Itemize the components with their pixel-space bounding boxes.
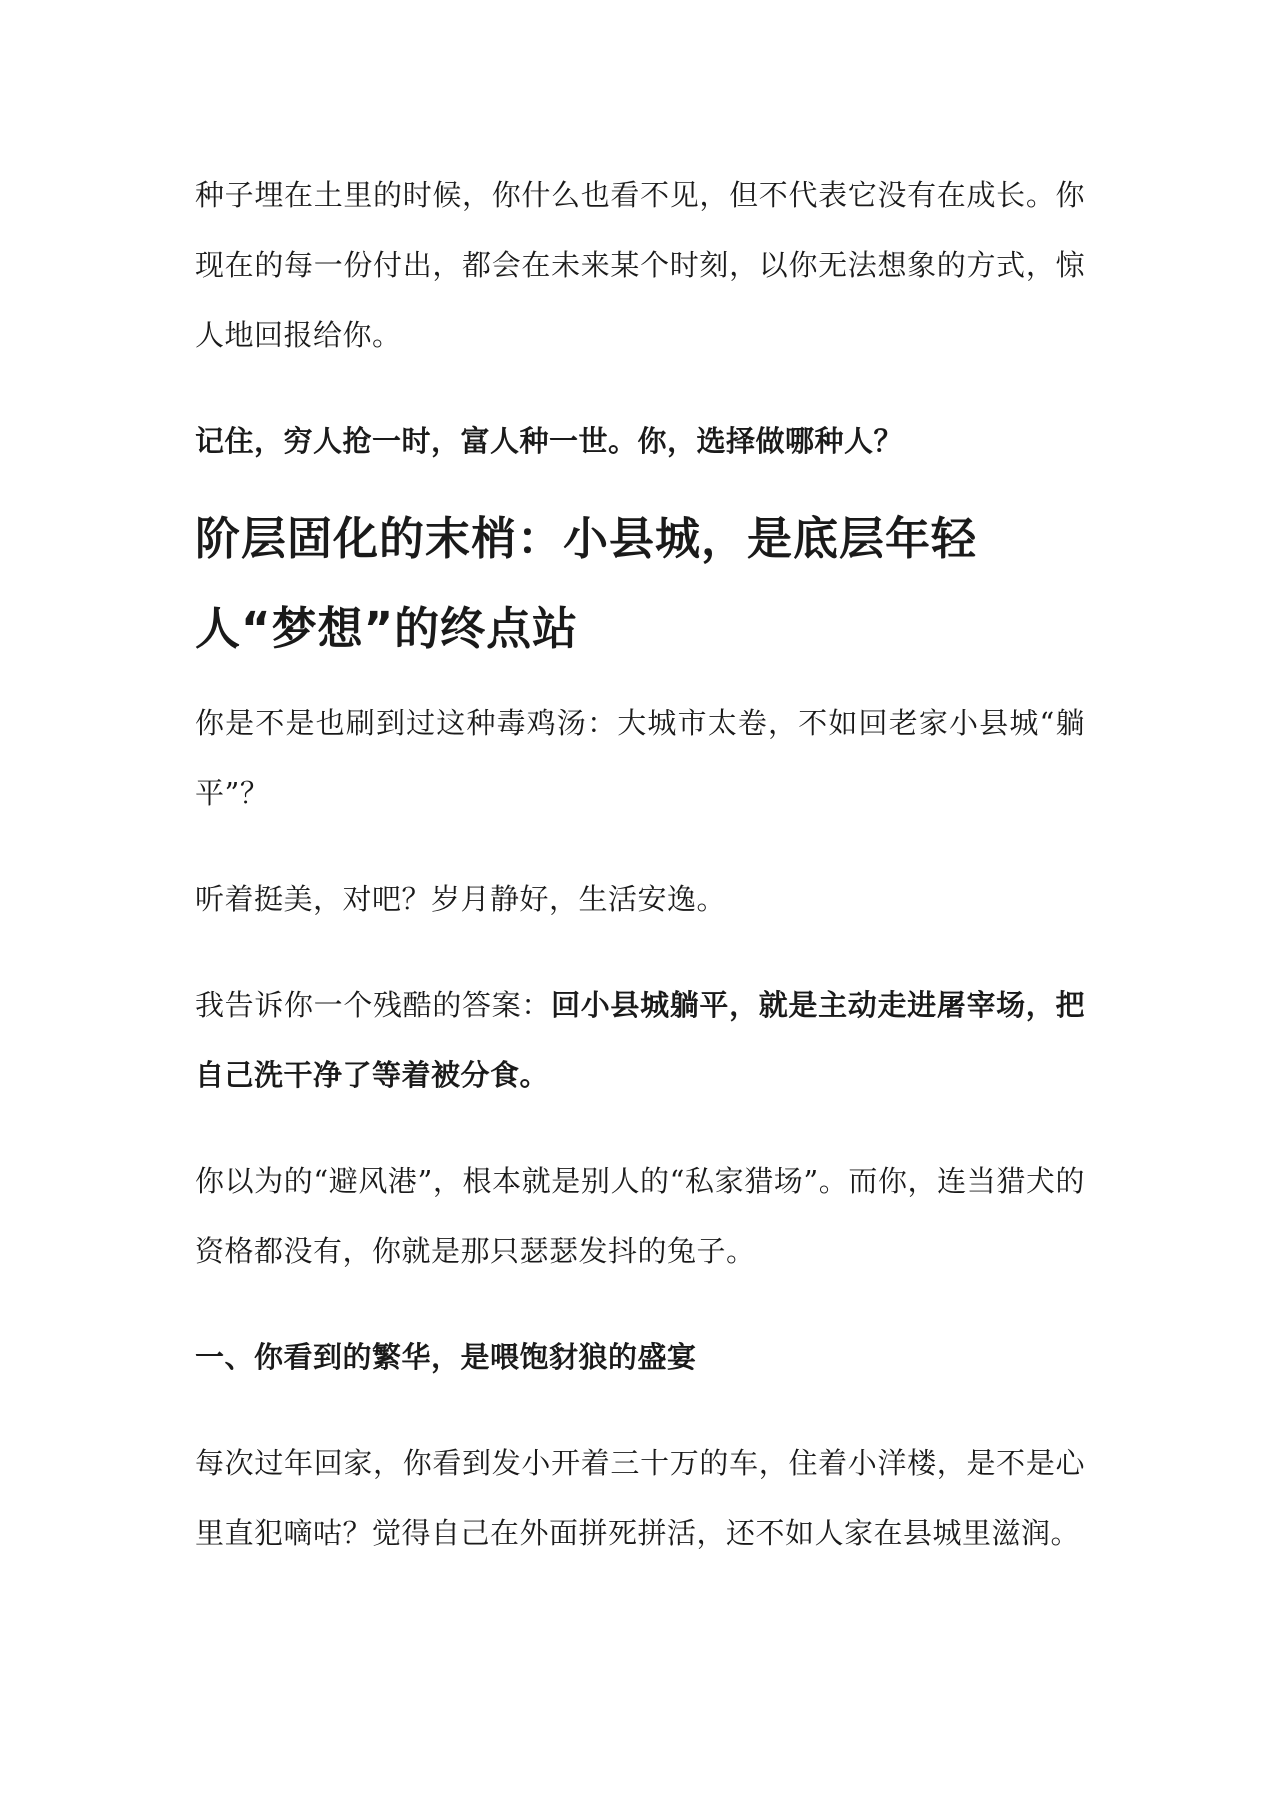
paragraph-hunting-ground: 你以为的“避风港”，根本就是别人的“私家猎场”。而你，连当猎犬的资格都没有，你就是那只瑟瑟发抖的兔子。 xyxy=(195,1164,1085,1268)
paragraph-toxic-chicken-soup: 你是不是也刷到过这种毒鸡汤：大城市太卷，不如回老家小县城“躺平”？ xyxy=(195,706,1085,810)
paragraph-sounds-nice: 听着挺美，对吧？岁月静好，生活安逸。 xyxy=(195,882,727,916)
cruel-answer-intro: 我告诉你一个残酷的答案： xyxy=(195,988,552,1022)
paragraph-seed-growth: 种子埋在土里的时候，你什么也看不见，但不代表它没有在成长。你现在的每一份付出，都会在未来某个时刻，以你无法想象的方式，惊人地回报给你。 xyxy=(195,178,1085,352)
paragraph-new-year-home: 每次过年回家，你看到发小开着三十万的车，住着小洋楼，是不是心里直犯嘀咕？觉得自己在外面拼死拼活，还不如人家在县城里滋润。 xyxy=(195,1446,1085,1550)
cruel-answer-emphasis: 回小县城躺平，就是主动走进屠宰场，把自己洗干净了等着被分食。 xyxy=(195,988,1085,1092)
subsection-heading-prosperity: 一、你看到的繁华，是喂饱豺狼的盛宴 xyxy=(195,1340,697,1374)
document-page xyxy=(195,160,1085,1568)
section-heading-county-town: 阶层固化的末梢：小县城，是底层年轻人“梦想”的终点站 xyxy=(195,512,978,655)
paragraph-cruel-answer xyxy=(195,970,1085,1110)
paragraph-remember-choice: 记住，穷人抢一时，富人种一世。你，选择做哪种人？ xyxy=(195,424,904,458)
